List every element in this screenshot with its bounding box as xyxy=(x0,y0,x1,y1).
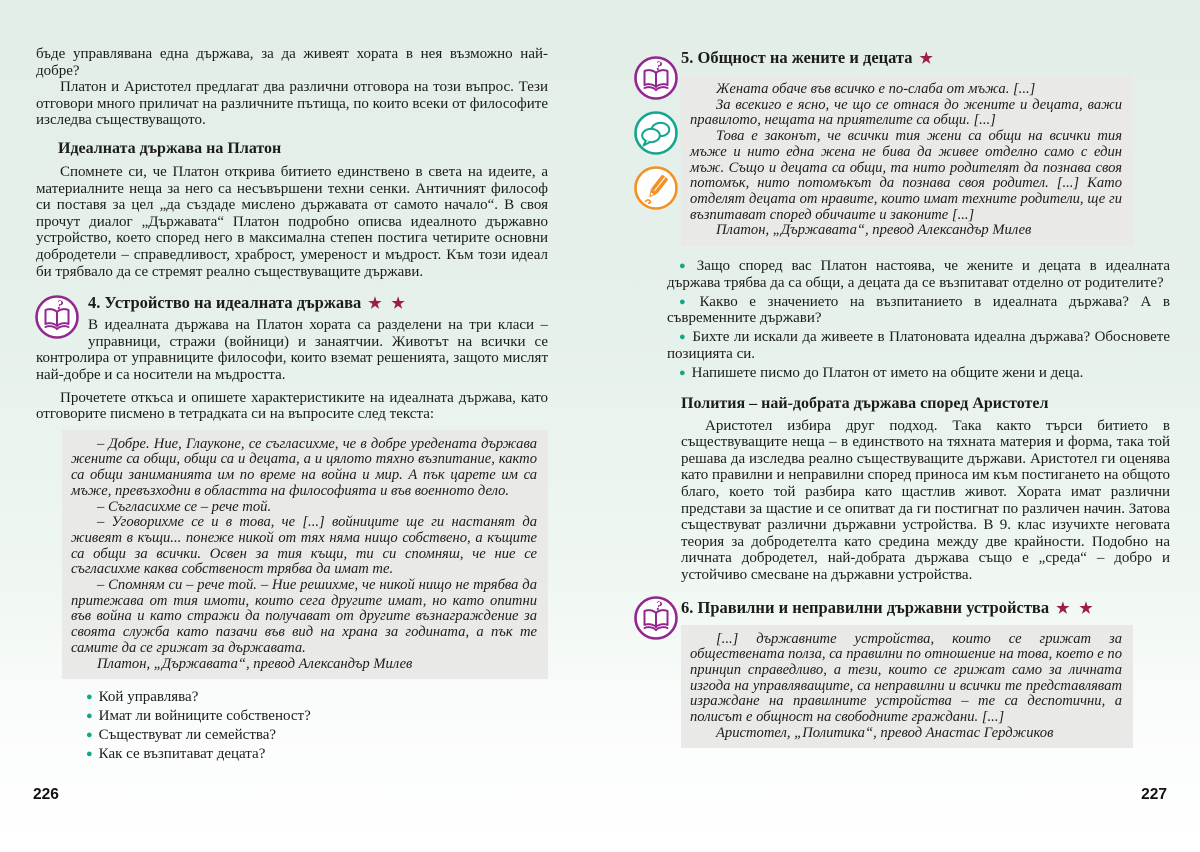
bullet-icon: ● xyxy=(86,691,93,704)
quote-paragraph: – Уговорихме се и в това, че [...] войниците ще ги настанят да живеят в къщи... понеже никой от тях няма нищо собствено, а къщите са общи за всички. Освен за тия къщи, ти си спомняш, че ние се съгласихме каква собственост трябва да имат те. xyxy=(71,514,537,578)
question-item xyxy=(86,746,548,763)
difficulty-stars: ★ ★ xyxy=(368,296,408,313)
paragraph-aristotle: Аристотел избира друг подход. Така както търси битието в съществуващите неща – в единството на тяхната материя и форма, така той решава да изследва реално съществуващите държави. Аристотел ги оценява като правилни и неправилни според приноса им към постигането на общото благо, което той разбира като щастлив живот. Хората имат различни представи за щастие и се опитват да ги постигнат по различен начин. Затова съществуват различни държавни устройства. В 9. клас изучихте неговата теория за добродетелта като средина между две крайности. Подобно на личната добродетел, най-добрата държава също е „среда“ – добро и устойчиво смесване на държавни устройства. xyxy=(681,417,1170,583)
left-page xyxy=(36,0,548,764)
intro-continuation: бъде управлявана една държава, за да живеят хората в нея възможно най-добре? xyxy=(36,46,548,79)
plato-republic-quote-2 xyxy=(681,75,1133,246)
question-item xyxy=(667,365,1170,382)
question-text: Защо според вас Платон настоява, че жените и децата в идеалната държава трябва да са общи, а децата да се възпитават отделно от родителите? xyxy=(667,258,1170,291)
reading-question-icon xyxy=(34,294,80,340)
quote-paragraph: – Съгласихме се – рече той. xyxy=(97,498,272,515)
bullet-icon: ● xyxy=(679,366,686,379)
question-item xyxy=(86,727,548,744)
question-text: Кой управлява? xyxy=(98,689,199,706)
plato-republic-quote-1 xyxy=(62,430,548,680)
section-6-title: 6. Правилни и неправилни държавни устройства xyxy=(681,597,1050,617)
section-4-heading xyxy=(36,293,548,313)
discussion-icon xyxy=(633,110,679,156)
section-6 xyxy=(681,598,1170,749)
section-4-task: Прочетете откъса и опишете характеристиките на идеалната държава, като отговорите писмено в тетрадката си на въпросите след текста: xyxy=(36,389,548,423)
section-6-heading xyxy=(681,598,1170,618)
difficulty-stars: ★ ★ xyxy=(1056,600,1096,617)
quote-paragraph: За всекиго е ясно, че що се отнася до жените и децата, важи правилото, нещата на приятелите са общи. [...] xyxy=(690,96,1122,129)
question-item xyxy=(667,258,1170,292)
section-5-title: 5. Общност на жените и децата xyxy=(681,48,913,67)
question-text: Какво е значението на възпитанието в идеалната държава? А в съвременните държави? xyxy=(667,293,1171,327)
page-number-left: 226 xyxy=(33,786,59,803)
section-4-title: 4. Устройство на идеалната държава xyxy=(88,293,362,313)
difficulty-stars: ★ xyxy=(919,51,936,67)
question-text: Как се възпитават децата? xyxy=(98,745,266,762)
quote-paragraph: Жената обаче във всичко е по-слаба от мъжа. [...] xyxy=(716,81,1036,97)
heading-plato-ideal-state: Идеалната държава на Платон xyxy=(58,139,282,157)
section-4-questions xyxy=(86,689,548,762)
bullet-icon: ● xyxy=(679,295,694,308)
margin-icon-column xyxy=(633,55,679,211)
question-text: Бихте ли искали да живеете в Платоновата идеална държава? Обосновете позицията си. xyxy=(667,329,1170,363)
writing-icon xyxy=(633,165,679,211)
page-number-right: 227 xyxy=(1141,786,1167,803)
section-4-paragraph-1: В идеалната държава на Платон хората са разделени на три класи – управници, стражи (войници) и занаятчии. Животът на всички се контролира от управниците философи, които вземат решенията, защото мислят най-добре и са носители на мъдростта. xyxy=(36,317,548,383)
bullet-icon: ● xyxy=(679,331,687,344)
bullet-icon: ● xyxy=(86,710,93,723)
quote-attribution: Аристотел, „Политика“, превод Анастас Герджиков xyxy=(716,724,1054,741)
heading-aristotle-politeia: Полития – най-добрата държава според Аристотел xyxy=(681,394,1049,412)
bullet-icon: ● xyxy=(86,747,93,760)
quote-attribution: Платон, „Държавата“, превод Александър Милев xyxy=(97,655,413,672)
aristotle-politics-quote xyxy=(681,625,1133,749)
right-page-content xyxy=(667,48,1171,748)
quote-paragraph: – Добре. Ние, Глауконе, се съгласихме, че в добре уредената държава жените са общи, общи са и децата, а и цялото тяхно възпитание, както са общи заниманията им по време на война и мир. А пък царете им са мъже, превъзходни в областта на философията и във военното дело. xyxy=(71,435,537,499)
paragraph-plato: Спомнете си, че Платон открива битието единствено в света на идеите, а материалните неща за него са несъвършени техни сенки. Античният философ си поставя за цел „да създаде мислено държавата от самото начало“. В своя прочут диалог „Държавата“ Платон подробно описва идеалното държавно устройство, което според него в максимална степен постига четирите основни добродетели – справедливост, храброст, умереност и мъдрост. Към този идеал би трябвало да се стремят реално съществуващите държави. xyxy=(36,163,548,280)
question-text: Имат ли войниците собственост? xyxy=(98,708,311,725)
question-item xyxy=(86,689,548,706)
question-text: Напишете писмо до Платон от името на общите жени и деца. xyxy=(691,364,1084,381)
quote-paragraph: – Спомням си – рече той. – Ние решихме, че никой нищо не трябва да притежава от тия имоти, които сега другите имат, но като опитни във война и като стражи да получават от другите възнаграждение за своята служба като пазачи във вид на храна за годината, а пък те самите да се грижат за държавата. xyxy=(71,577,537,656)
quote-paragraph: Това е законът, че всички тия жени са общи на всички тия мъже и нито една жена не бива да живее отделно само с един мъж. Също и децата са общи, та нито родителят да познава своя потомък, нито потомъкът да познава своя родител. [...] Като отделят децата от нравите, които имат техните родители, ще ги възпитават според обичаите и законите [...] xyxy=(690,128,1122,223)
intro-paragraph: Платон и Аристотел предлагат два различни отговора на този въпрос. Тези отговори много приличат на различните пътища, по които всеки от философите изследва съществуващото. xyxy=(36,79,548,129)
reading-question-icon xyxy=(633,55,679,101)
bullet-icon: ● xyxy=(679,260,691,273)
question-item xyxy=(667,329,1170,363)
section-5-heading xyxy=(681,48,1170,68)
question-item xyxy=(667,294,1170,328)
reading-question-icon xyxy=(633,595,679,641)
quote-attribution: Платон, „Държавата“, превод Александър Милев xyxy=(716,222,1032,239)
section-4 xyxy=(36,293,548,423)
bullet-icon: ● xyxy=(86,728,93,741)
right-page xyxy=(633,0,1170,748)
quote-paragraph: [...] държавните устройства, които се грижат за обществената полза, са правилни по отношение на това, което е по принцип справедливо, а тези, които се грижат само за личната изгода на управляващите, са неправилни и всички те представляват израждане на правилните устройства – те са деспотични, а полисът е общност на свободните граждани. [...] xyxy=(690,630,1122,726)
section-5-questions xyxy=(667,258,1170,382)
question-item xyxy=(86,708,548,725)
question-text: Съществуват ли семейства? xyxy=(98,726,277,743)
